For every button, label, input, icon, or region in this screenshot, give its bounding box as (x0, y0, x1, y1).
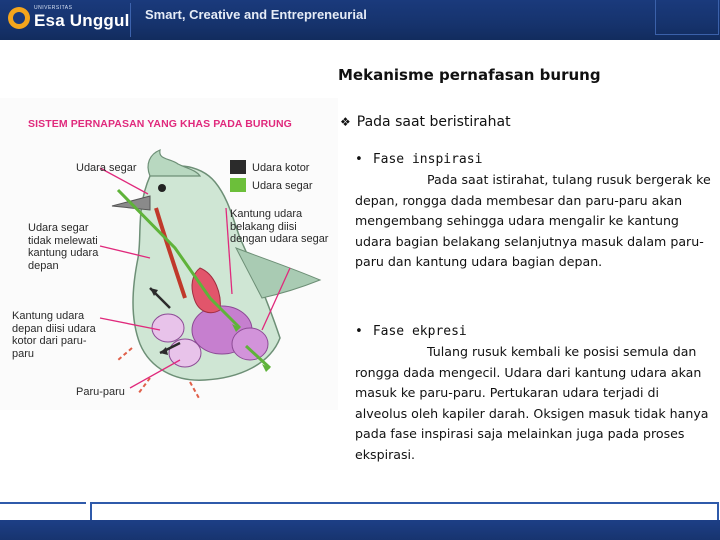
tagline: Smart, Creative and Entrepreneurial (145, 7, 367, 22)
section-heading (355, 322, 715, 342)
university-logo (8, 6, 130, 29)
legend-label-fresh: Udara segar (252, 180, 313, 192)
section-heading (355, 150, 715, 170)
bird-respiration-figure (0, 98, 338, 410)
legend-label-stale: Udara kotor (252, 162, 310, 174)
section-inspiration (355, 150, 715, 273)
logo-name: Esa Unggul (34, 11, 130, 30)
label-fresh-air-bypass: Udara segar tidak melewati kantung udara depan (28, 222, 99, 272)
sub-heading (340, 114, 511, 130)
footer-bar (0, 520, 720, 540)
header-divider (130, 3, 131, 37)
section-body: Pada saat istirahat, tulang rusuk bergerak ke depan, rongga dada membesar dan paru-paru akan mengembang sehingga udara mengalir ke kantung udara bagian belakang selanjutnya masuk dalam paru-paru dan kantung udara bagian depan. (355, 172, 711, 269)
section-expiration (355, 322, 715, 465)
legend-swatch-fresh (230, 178, 246, 192)
bullet-dot: • (355, 152, 363, 167)
diamond-bullet-icon: ❖ (340, 115, 351, 129)
logo-emblem-icon (8, 7, 30, 29)
slide-title: Mekanisme pernafasan burung (338, 66, 601, 84)
header-bar (0, 0, 720, 40)
sub-heading-text: Pada saat beristirahat (356, 114, 511, 130)
footer (0, 494, 720, 540)
label-anterior-air-sac: Kantung udara depan diisi udara kotor dari paru-paru (12, 310, 96, 360)
bullet-dot: • (355, 324, 363, 339)
label-lungs: Paru-paru (76, 386, 125, 398)
logo-small-text: UNIVERSITAS (34, 5, 73, 11)
section-heading-text: Fase ekpresi (372, 324, 467, 339)
legend-swatch-stale (230, 160, 246, 174)
section-body: Tulang rusuk kembali ke posisi semula dan rongga dada mengecil. Udara dari kantung udara akan masuk ke paru-paru. Pertukaran udara terjadi di alveolus oleh kapiler darah. Oksigen masuk tidak hanya pada fase inspirasi saja melainkan juga pada proses ekspirasi. (355, 344, 709, 462)
label-fresh-air: Udara segar (76, 162, 137, 174)
label-posterior-air-sac: Kantung udara belakang diisi dengan udara segar (230, 208, 329, 245)
header-decor-box (655, 0, 719, 35)
figure-title: SISTEM PERNAPASAN YANG KHAS PADA BURUNG (28, 118, 292, 130)
section-heading-text: Fase inspirasi (372, 152, 483, 167)
